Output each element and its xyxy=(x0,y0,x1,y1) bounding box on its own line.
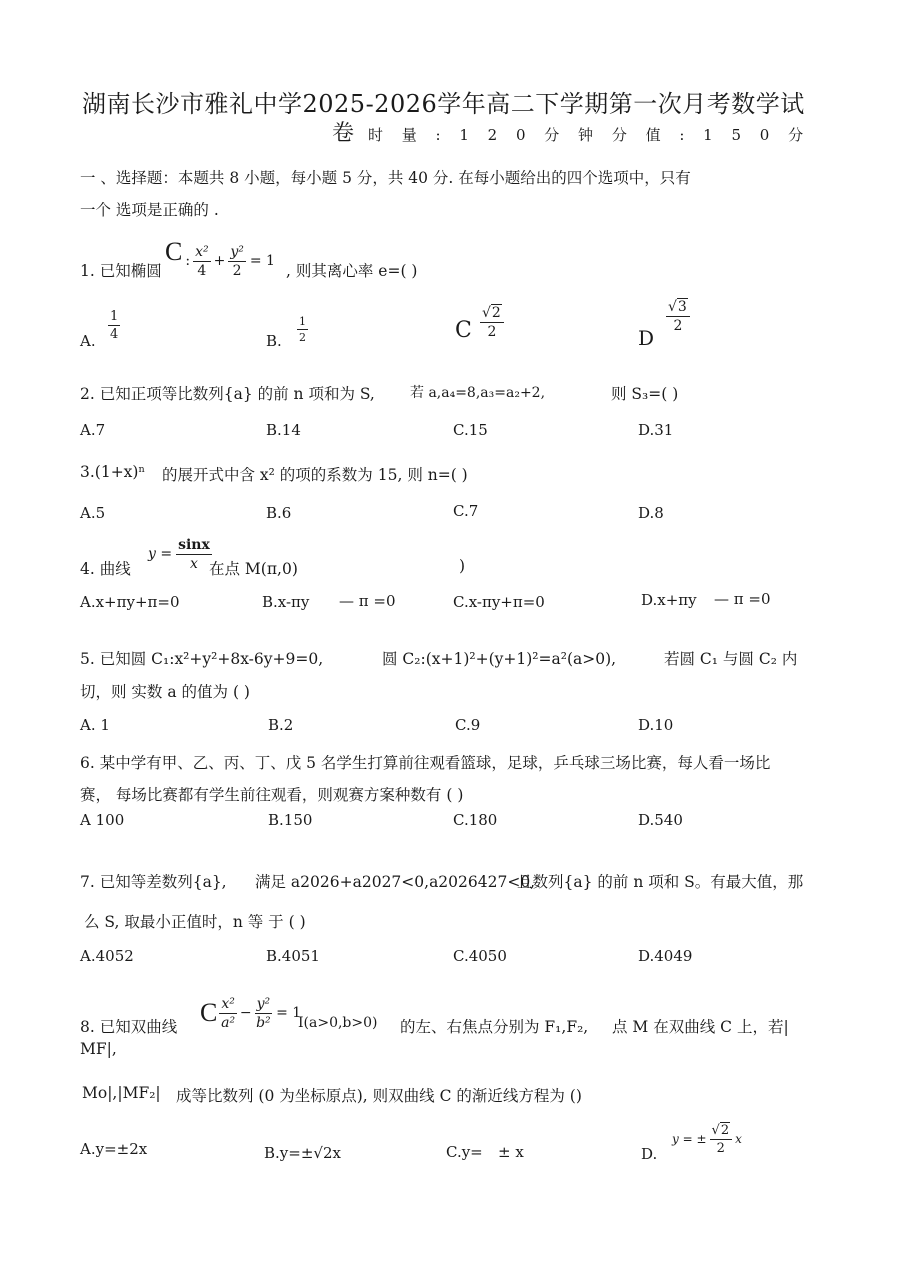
q1-eq1: = 1 xyxy=(249,253,275,269)
q1-c-label: C xyxy=(165,237,183,266)
q8-c-label: C xyxy=(200,998,218,1027)
q1-x2: x² xyxy=(195,243,209,260)
q1-d-num: 3 xyxy=(677,299,687,315)
q5-stem-c: 若圆 C₁ 与圆 C₂ 内 xyxy=(664,650,798,668)
q8-hyperbola-equation xyxy=(200,990,301,1036)
q8-stem-d: MF|, xyxy=(80,1040,117,1058)
q8-option-a: A.y=±2x xyxy=(80,1140,148,1158)
page-title-tail: 卷 xyxy=(332,121,355,146)
q1-option-a-frac xyxy=(108,310,120,341)
q1-a-num: 1 xyxy=(110,309,119,324)
q8-d-y: y = ± xyxy=(672,1132,707,1146)
q1-option-c-frac: $\frac{√2}{2}$ xyxy=(480,306,504,339)
q3-option-c: C.7 xyxy=(453,502,479,520)
q1-ellipse-equation xyxy=(165,236,275,286)
q8-stem-b: 的左、右焦点分别为 F₁,F₂, xyxy=(400,1018,589,1036)
section-intro-line1: 一 、选择题：本题共 8 小题，每小题 5 分，共 40 分. 在每小题给出的四个选项中，只有 xyxy=(80,169,691,187)
q8-stem-a: 8. 已知双曲线 xyxy=(80,1018,178,1036)
q5-stem-b: 圆 C₂:(x+1)²+(y+1)²=a²(a>0), xyxy=(382,650,617,668)
q2-stem-a: 2. 已知正项等比数列{a} 的前 n 项和为 S, xyxy=(80,385,375,403)
q4-option-d-part1: D.x+πy xyxy=(641,591,697,609)
q8-option-d-label: D. xyxy=(641,1145,658,1163)
q4-option-d-part2: — π =0 xyxy=(714,590,771,608)
q8-d-num: 2 xyxy=(720,1122,730,1138)
q1-option-b-label: B. xyxy=(266,332,282,350)
q4-num: sinx xyxy=(178,536,210,553)
q3-option-b: B.6 xyxy=(266,504,292,522)
exam-meta: 时 量 : 1 2 0 分 钟 分 值 : 1 5 0 分 xyxy=(368,126,811,144)
q4-stem-a: 4. 曲线 xyxy=(80,560,131,578)
q3-option-a: A.5 xyxy=(80,504,106,522)
q8-stem-e: Mo|,|MF₂| xyxy=(82,1084,161,1102)
q6-stem-a: 6. 某中学有甲、乙、丙、丁、戊 5 名学生打算前往观看篮球，足球，乒乓球三场比赛，每人看一场比 xyxy=(80,754,771,772)
q7-option-a: A.4052 xyxy=(80,947,134,965)
q5-option-d: D.10 xyxy=(638,716,674,734)
q6-option-d: D.540 xyxy=(638,811,683,829)
section-intro-line2: 一个 选项是正确的 . xyxy=(80,201,219,219)
q4-y: y = xyxy=(148,546,173,562)
q8-option-d-formula: y = ± $\frac{√2}{2}$ x xyxy=(672,1122,742,1156)
q5-option-c: C.9 xyxy=(455,716,481,734)
q7-stem-b: 满足 a2026+a2027<0,a2026427<0, xyxy=(255,873,536,891)
q8-d-den: 2 xyxy=(716,1140,725,1156)
q1-den2: 2 xyxy=(232,262,242,279)
q8-a2: a² xyxy=(221,1014,236,1031)
q1-a-den: 4 xyxy=(110,327,119,342)
q3-stem-a: 3.(1+x)ⁿ xyxy=(80,463,146,481)
page-title: 湖南长沙市雅礼中学2025-2026学年高二下学期第一次月考数学试 xyxy=(82,90,805,118)
q4-stem-c: ) xyxy=(459,557,466,575)
q1-c-den: 2 xyxy=(487,324,497,340)
q2-stem-b: 若 a,a₄=8,a₃=a₂+2, xyxy=(410,385,546,401)
q7-stem-c: 且数列{a} 的前 n 项和 S。有最大值，那 xyxy=(517,873,804,891)
q7-stem-d: 么 S, 取最小正值时，n 等 于 ( ) xyxy=(84,913,306,931)
q8-y2: y² xyxy=(256,995,271,1012)
q1-option-a-label: A. xyxy=(80,332,96,350)
q1-option-d-frac: $\frac{√3}{2}$ xyxy=(666,300,690,333)
q1-option-c-label: C xyxy=(455,318,472,343)
q8-option-c-part2: ± x xyxy=(498,1143,524,1161)
q2-option-d: D.31 xyxy=(638,421,674,439)
q1-b-num: 1 xyxy=(299,315,306,328)
q5-stem-a: 5. 已知圆 C₁:x²+y²+8x-6y+9=0, xyxy=(80,650,324,668)
q8-x2: x² xyxy=(221,995,235,1012)
q8-option-c-part1: C.y= xyxy=(446,1143,483,1161)
q1-suffix: , 则其离心率 e=( ) xyxy=(286,262,418,280)
q1-prefix: 1. 已知椭圆 xyxy=(80,262,162,280)
q8-eq1: = 1 xyxy=(276,1005,302,1021)
q7-option-c: C.4050 xyxy=(453,947,507,965)
q1-y2: y² xyxy=(230,243,244,260)
q7-option-b: B.4051 xyxy=(266,947,320,965)
q6-stem-b: 赛， 每场比赛都有学生前往观看，则观赛方案种数有 ( ) xyxy=(80,786,464,804)
q1-b-den: 2 xyxy=(299,331,306,344)
q2-stem-c: 则 S₃=( ) xyxy=(611,385,679,403)
q2-option-b: B.14 xyxy=(266,421,301,439)
q8-minus: − xyxy=(239,1005,252,1021)
q2-option-c: C.15 xyxy=(453,421,488,439)
q5-option-a: A. 1 xyxy=(80,716,110,734)
q8-option-b: B.y=±√2x xyxy=(264,1144,341,1162)
q4-option-b-part2: — π =0 xyxy=(339,592,396,610)
q1-option-d-label: D xyxy=(638,326,655,350)
q4-curve-equation xyxy=(148,532,212,576)
q7-stem-a: 7. 已知等差数列{a}, xyxy=(80,873,227,891)
q4-option-c: C.x-πy+π=0 xyxy=(453,593,545,611)
q5-stem-d: 切，则 实数 a 的值为 ( ) xyxy=(80,683,250,701)
q8-b2: b² xyxy=(256,1014,271,1031)
q2-option-a: A.7 xyxy=(80,421,106,439)
q1-c-num: 2 xyxy=(491,305,501,321)
q6-option-b: B.150 xyxy=(268,811,313,829)
q4-option-a: A.x+πy+π=0 xyxy=(80,593,180,611)
q6-option-a: A 100 xyxy=(80,811,125,829)
q4-stem-b: 在点 M(π,0) xyxy=(209,560,298,578)
q4-den: x xyxy=(190,555,198,572)
q1-d-den: 2 xyxy=(673,318,683,334)
q7-option-d: D.4049 xyxy=(638,947,693,965)
q1-den4: 4 xyxy=(197,262,207,279)
q8-stem-f: 成等比数列 (0 为坐标原点), 则双曲线 C 的渐近线方程为 () xyxy=(176,1087,582,1105)
q8-stem-c: 点 M 在双曲线 C 上，若| xyxy=(612,1018,789,1036)
q1-option-b-frac xyxy=(297,316,308,343)
q1-plus: + xyxy=(213,253,226,269)
q5-option-b: B.2 xyxy=(268,716,294,734)
q8-condition: I(a>0,b>0) xyxy=(298,1015,378,1031)
q3-option-d: D.8 xyxy=(638,504,664,522)
q4-option-b-part1: B.x-πy xyxy=(262,593,310,611)
q6-option-c: C.180 xyxy=(453,811,498,829)
q8-d-x: x xyxy=(735,1132,742,1146)
q1-colon: : xyxy=(185,253,191,269)
q3-stem-b: 的展开式中含 x² 的项的系数为 15, 则 n=( ) xyxy=(162,466,468,484)
